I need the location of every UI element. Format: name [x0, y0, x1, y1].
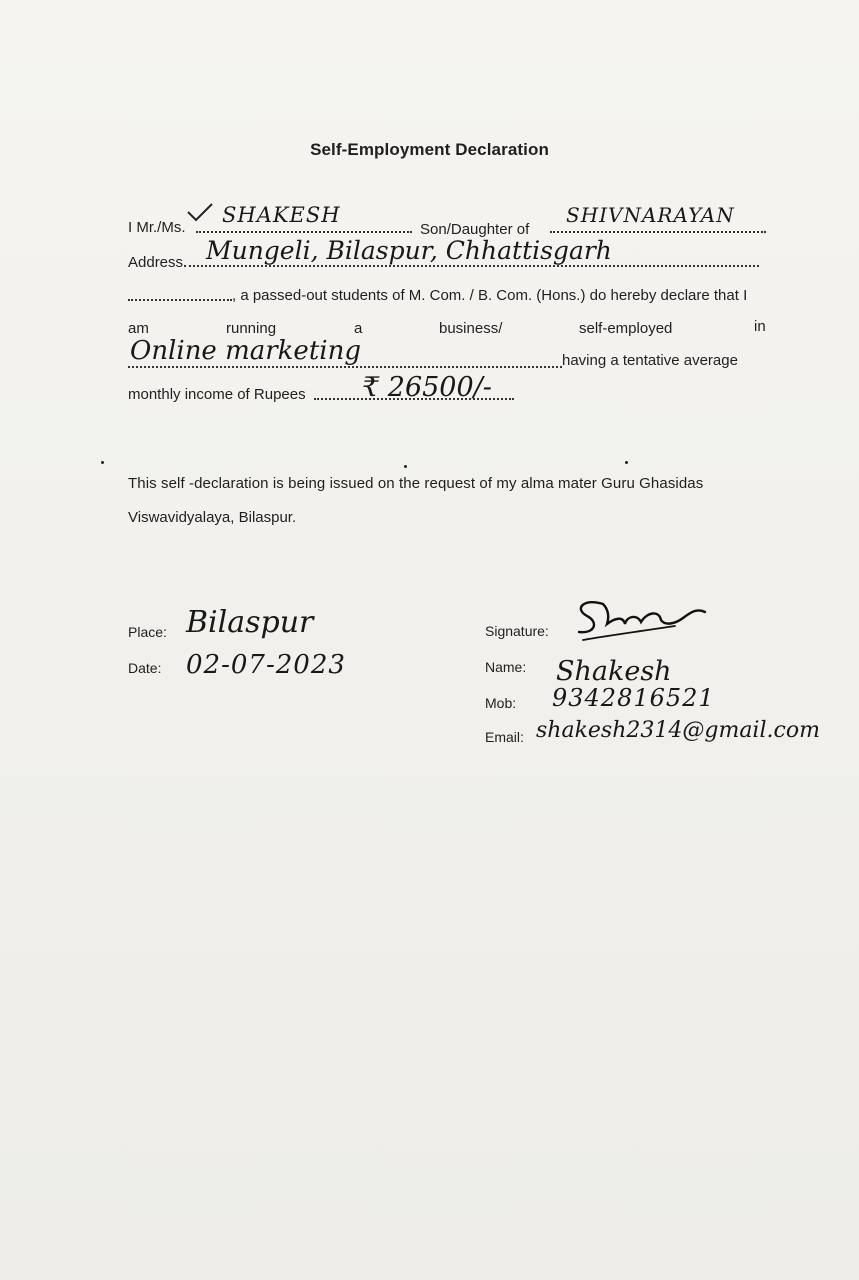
- address-label: Address: [128, 254, 184, 271]
- business-dotted-line: [128, 366, 562, 368]
- name-line-prefix: I Mr./Ms.: [128, 219, 186, 236]
- declaration-line: , a passed-out students of M. Com. / B. Com. (Hons.) do hereby declare that I: [232, 287, 748, 304]
- word-in: in: [754, 318, 766, 335]
- request-paragraph-line1: This self -declaration is being issued on the request of my alma mater Guru Ghasidas: [128, 475, 704, 492]
- handwritten-father-name: SHIVNARAYAN: [566, 203, 735, 227]
- handwritten-email: shakesh2314@gmail.com: [536, 718, 820, 743]
- word-self-employed: self-employed: [579, 320, 673, 337]
- handwritten-address: Mungeli, Bilaspur, Chhattisgarh: [206, 236, 612, 265]
- stray-dot: [404, 465, 407, 468]
- place-label: Place:: [128, 624, 167, 640]
- word-a: a: [354, 320, 363, 337]
- stray-dot: [625, 461, 628, 464]
- handwritten-income: ₹ 26500/-: [362, 372, 492, 403]
- date-label: Date:: [128, 660, 162, 676]
- request-paragraph-line2: Viswavidyalaya, Bilaspur.: [128, 509, 297, 526]
- signature-label: Signature:: [485, 623, 549, 639]
- word-running: running: [226, 320, 277, 337]
- handwritten-mobile: 9342816521: [552, 684, 715, 712]
- mob-label: Mob:: [485, 695, 517, 711]
- handwritten-business: Online marketing: [130, 336, 361, 366]
- address-dotted-line: [184, 265, 759, 267]
- monthly-income-label: monthly income of Rupees: [128, 386, 306, 403]
- word-business: business/: [439, 320, 503, 337]
- father-dotted-line: [550, 231, 766, 233]
- handwritten-name: SHAKESH: [222, 203, 341, 227]
- document-title: Self-Employment Declaration: [310, 140, 549, 159]
- check-mark: [186, 202, 216, 226]
- handwritten-place: Bilaspur: [186, 605, 314, 640]
- handwritten-date: 02-07-2023: [186, 650, 346, 680]
- stray-dot: [101, 461, 104, 464]
- handwritten-signer-name: Shakesh: [556, 656, 672, 687]
- word-am: am: [128, 320, 149, 337]
- name-dotted-line: [196, 231, 412, 233]
- line3-dotted-line: [128, 299, 232, 301]
- having-average-text: having a tentative average: [562, 352, 738, 369]
- son-daughter-label: Son/Daughter of: [420, 221, 530, 238]
- name-label: Name:: [485, 659, 527, 675]
- email-label: Email:: [485, 729, 524, 745]
- signature-image: [565, 596, 705, 656]
